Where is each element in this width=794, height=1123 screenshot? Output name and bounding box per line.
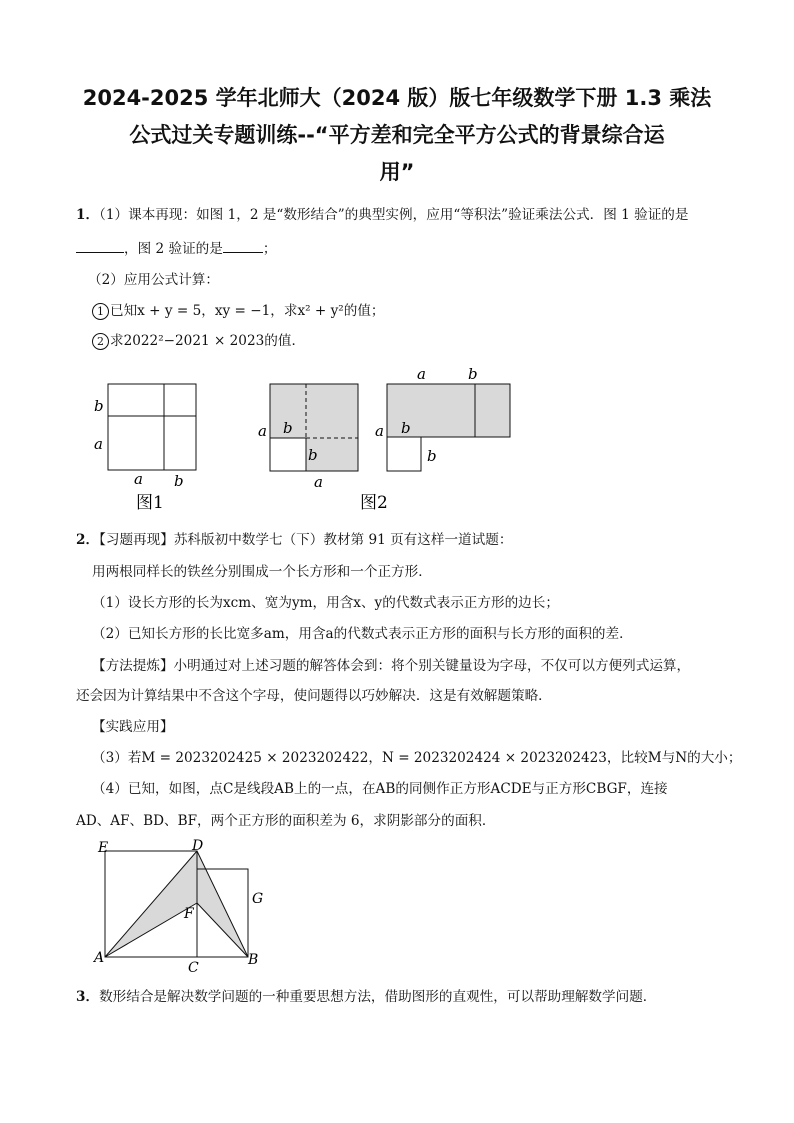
q2-line9: （4）已知，如图，点C是线段AB上的一点，在AB的同侧作正方形ACDE与正方形CBGF，连接: [92, 781, 668, 797]
point-label-G: G: [252, 891, 264, 907]
q1-sub1: [92, 301, 385, 321]
circled-number-1: 1: [92, 303, 109, 320]
fig1-label-b-left: b: [94, 397, 104, 415]
q2-line7: 【实践应用】: [92, 719, 174, 735]
q1-part2: （2）应用公式计算：: [88, 272, 219, 288]
q2-line1-text: 【习题再现】苏科版初中数学七（下）教材第 91 页有这样一道试题：: [99, 532, 513, 548]
document-title: [60, 80, 734, 191]
fig1-label-a-left: a: [94, 435, 103, 453]
fig2-right-label-b-side: b: [427, 447, 437, 465]
figure-1: [108, 384, 196, 470]
q1-intro2-end: ；: [262, 241, 277, 257]
q1-intro: [76, 205, 689, 225]
fig1-outer-square: [108, 384, 196, 470]
q3-number: 3．: [76, 989, 100, 1005]
q2-line1: [76, 530, 512, 550]
q2-figure-squares: [90, 836, 280, 976]
q2-line2: 用两根同样长的铁丝分别围成一个长方形和一个正方形．: [92, 564, 432, 580]
q1-sub2-text: 求2022²−2021 × 2023的值．: [110, 333, 306, 349]
q1-number: 1．: [76, 207, 100, 223]
q2-line4: （2）已知长方形的长比宽多am，用含a的代数式表示正方形的面积与长方形的面积的差．: [92, 626, 633, 642]
q1-intro-text: （1）课本再现：如图 1，2 是“数形结合”的典型实例，应用“等积法”验证乘法公式．图 1 验证的是: [99, 207, 689, 223]
fig1-caption: 图1: [136, 493, 164, 513]
fig1-label-a-bottom: a: [134, 470, 143, 488]
point-label-F: F: [184, 906, 194, 922]
fig2-caption: 图2: [360, 493, 388, 513]
title-line-1: 2024-2025 学年北师大（2024 版）版七年级数学下册 1.3 乘法: [82, 86, 712, 110]
fig2-right-shaded-end: [475, 384, 510, 437]
answer-blank-2[interactable]: [223, 238, 263, 253]
q1-sub2: [92, 331, 305, 351]
point-label-A: A: [94, 950, 105, 966]
q2-line6: 还会因为计算结果中不含这个字母，使问题得以巧妙解决．这是有效解题策略．: [76, 688, 552, 704]
q2-line5: 【方法提炼】小明通过对上述习题的解答体会到：将个别关键量设为字母，不仅可以方便列式运算，: [92, 658, 691, 674]
fig2-right-small-square: [387, 437, 421, 471]
q1-sub1-text: 已知x + y = 5，xy = −1，求x² + y²的值；: [110, 303, 385, 319]
q1-figures: [80, 360, 540, 520]
title-line-3: 用”: [379, 160, 415, 184]
q2-line10: AD、AF、BD、BF，两个正方形的面积差为 6，求阴影部分的面积．: [76, 813, 496, 829]
fig2-right-label-b-top: b: [468, 365, 478, 383]
point-label-D: D: [192, 838, 204, 854]
fig2-right-label-a-top: a: [417, 365, 426, 383]
fig2-left-small-square: [270, 438, 306, 471]
fig2-left-label-a-bottom: a: [314, 473, 323, 491]
q3-line1: [76, 987, 656, 1007]
q1-intro2-text: ，图 2 验证的是: [124, 241, 223, 257]
q2-line3: （1）设长方形的长为xcm、宽为ym，用含x、y的代数式表示正方形的边长；: [92, 595, 559, 611]
fig2-left-label-b-top: b: [283, 419, 293, 437]
q3-line1-text: 数形结合是解决数学问题的一种重要思想方法，借助图形的直观性，可以帮助理解数学问题．: [99, 989, 657, 1005]
point-label-C: C: [188, 960, 199, 976]
fig2-right-label-a: a: [375, 422, 384, 440]
answer-blank-1[interactable]: [76, 238, 124, 253]
title-line-2: 公式过关专题训练--“平方差和完全平方公式的背景综合运: [129, 123, 665, 147]
q2-line8: （3）若M = 2023202425 × 2023202422，N = 2023202424 × 2023202423，比较M与N的大小；: [92, 750, 742, 766]
fig1-label-b-bottom: b: [174, 472, 184, 490]
point-label-E: E: [98, 840, 109, 856]
circled-number-2: 2: [92, 333, 109, 350]
q1-intro-line2: [76, 238, 276, 259]
fig2-right-label-b: b: [401, 419, 411, 437]
fig2-left-label-b-inner: b: [308, 446, 318, 464]
point-label-B: B: [248, 952, 259, 968]
q2-number: 2．: [76, 532, 100, 548]
fig2-left-label-a: a: [258, 422, 267, 440]
